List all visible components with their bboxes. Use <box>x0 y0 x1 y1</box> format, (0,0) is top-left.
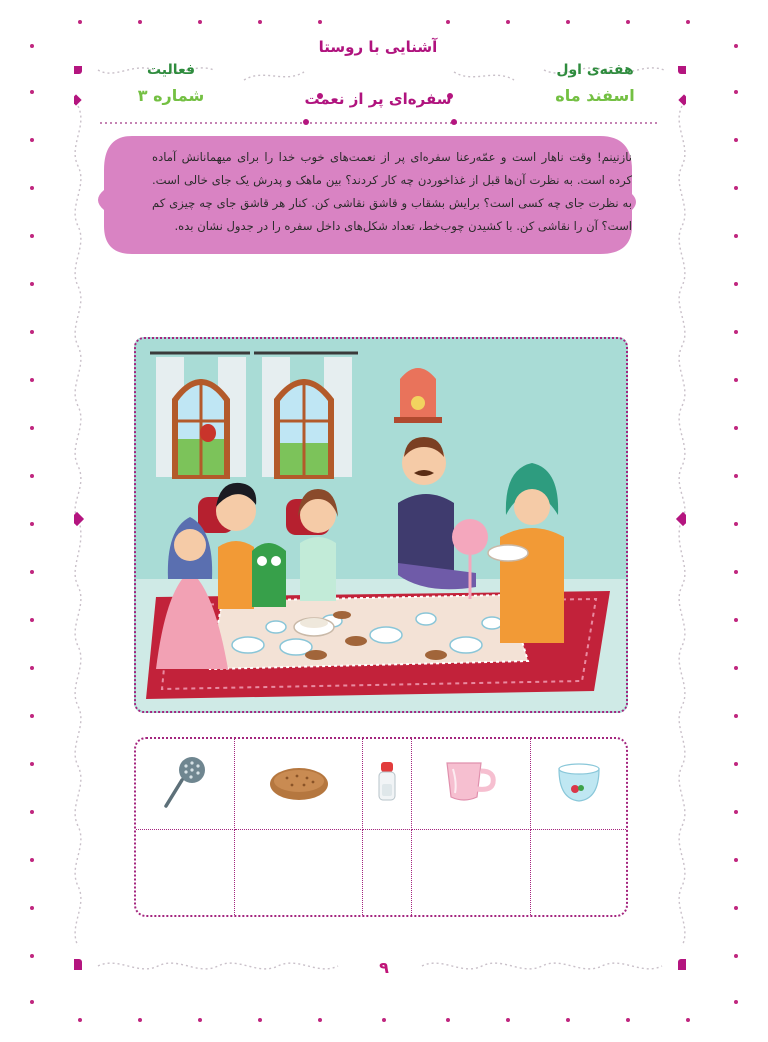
activity-number: شماره ۳ <box>137 86 205 105</box>
tally-cell-salt[interactable] <box>362 829 411 917</box>
tally-cell-skimmer[interactable] <box>136 829 235 917</box>
month-label: اسفند ماه <box>555 86 635 105</box>
skimmer-spoon-icon <box>160 752 210 812</box>
tally-cell-cup[interactable] <box>411 829 531 917</box>
tally-cell-bread[interactable] <box>235 829 362 917</box>
page-number: ۹ <box>379 958 389 977</box>
week-label: هفته‌ی اول <box>556 62 634 78</box>
table-cell-skimmer <box>136 739 235 829</box>
table-cell-bread <box>235 739 362 829</box>
bread-icon <box>267 760 331 804</box>
activity-label: فعالیت <box>146 62 196 78</box>
counting-table <box>134 737 628 917</box>
page-title: سفره‌ای پر از نعمت <box>304 90 452 108</box>
yogurt-bowl-icon <box>555 759 603 805</box>
series-title: آشنایی با روستا <box>318 38 438 56</box>
tally-cell-yogurt[interactable] <box>531 829 626 917</box>
table-cell-cup <box>411 739 531 829</box>
instructions-text: نازنینم! وقت ناهار است و عمّه‌رعنا سفره‌ای پر از نعمت‌های خوب خدا را برای میهمانانش آماده کرده است. به نظرت آن‌ها قبل از غذاخوردن چه کار کردند؟ بین ماهک و پدرش یک جای خالی است. به نظرت جای چه کسی است؟ برایش بشقاب و قاشق نقاشی کن. کنار هر قاشق جای چه چیزی کم است؟ آن را نقاشی کن. با کشیدن چوب‌خط، تعداد شکل‌های داخل سفره را در جدول نشان بده. <box>152 150 632 233</box>
family-meal-illustration <box>134 337 628 713</box>
table-cell-salt <box>362 739 411 829</box>
cup-icon <box>441 759 501 805</box>
table-cell-yogurt <box>531 739 626 829</box>
salt-shaker-icon <box>375 760 399 804</box>
